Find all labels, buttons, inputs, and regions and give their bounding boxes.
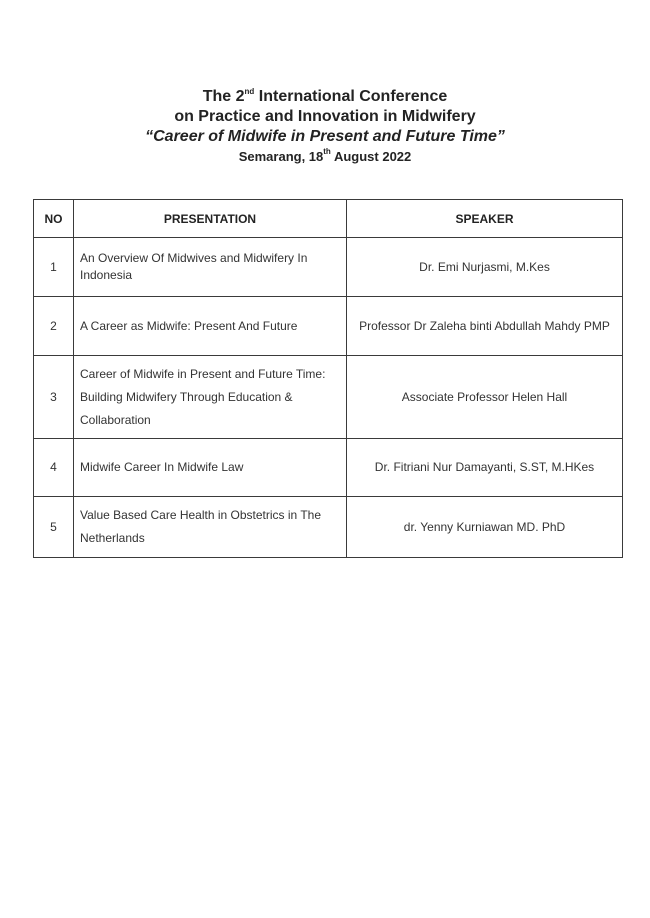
- speaker-name: Dr. Fitriani Nur Damayanti, S.ST, M.HKes: [347, 439, 623, 497]
- conference-date: [0, 147, 650, 167]
- table-row: [34, 497, 623, 558]
- presentation-title: Midwife Career In Midwife Law: [74, 439, 347, 497]
- table-row: [34, 297, 623, 356]
- speaker-name: dr. Yenny Kurniawan MD. PhD: [347, 497, 623, 558]
- table-row: [34, 439, 623, 497]
- speaker-name: Professor Dr Zaleha binti Abdullah Mahdy PMP: [347, 297, 623, 356]
- table-row: [34, 356, 623, 439]
- conference-date-ordinal: th: [323, 147, 331, 156]
- conference-title-ordinal: nd: [244, 87, 255, 96]
- document-header: [0, 87, 650, 167]
- table-row: [34, 238, 623, 297]
- row-number: 4: [34, 439, 74, 497]
- column-header-speaker: SPEAKER: [347, 200, 623, 238]
- presentation-title: Value Based Care Health in Obstetrics in The Netherlands: [74, 497, 347, 558]
- conference-theme: “Career of Midwife in Present and Future Time”: [145, 128, 505, 145]
- table-header-row: [34, 200, 623, 238]
- presentation-schedule-table: [33, 199, 623, 558]
- conference-title: [0, 87, 650, 107]
- conference-date-prefix: Semarang, 18: [238, 149, 324, 164]
- row-number: 3: [34, 356, 74, 439]
- conference-subtitle: on Practice and Innovation in Midwifery: [174, 108, 476, 125]
- conference-date-suffix: August 2022: [330, 149, 412, 164]
- presentation-title: [74, 238, 347, 297]
- conference-title-prefix: The 2: [202, 88, 245, 105]
- speaker-name: Associate Professor Helen Hall: [347, 356, 623, 439]
- presentation-title: A Career as Midwife: Present And Future: [74, 297, 347, 356]
- speaker-name: Dr. Emi Nurjasmi, M.Kes: [347, 238, 623, 297]
- column-header-no: NO: [34, 200, 74, 238]
- presentation-title: Career of Midwife in Present and Future Time: Building Midwifery Through Education & Collaboration: [74, 356, 347, 439]
- row-number: 2: [34, 297, 74, 356]
- presentation-title-text: An Overview Of Midwives and Midwifery In Indonesia: [80, 251, 308, 282]
- row-number: 1: [34, 238, 74, 297]
- row-number: 5: [34, 497, 74, 558]
- conference-title-suffix: International Conference: [254, 88, 448, 105]
- column-header-presentation: PRESENTATION: [74, 200, 347, 238]
